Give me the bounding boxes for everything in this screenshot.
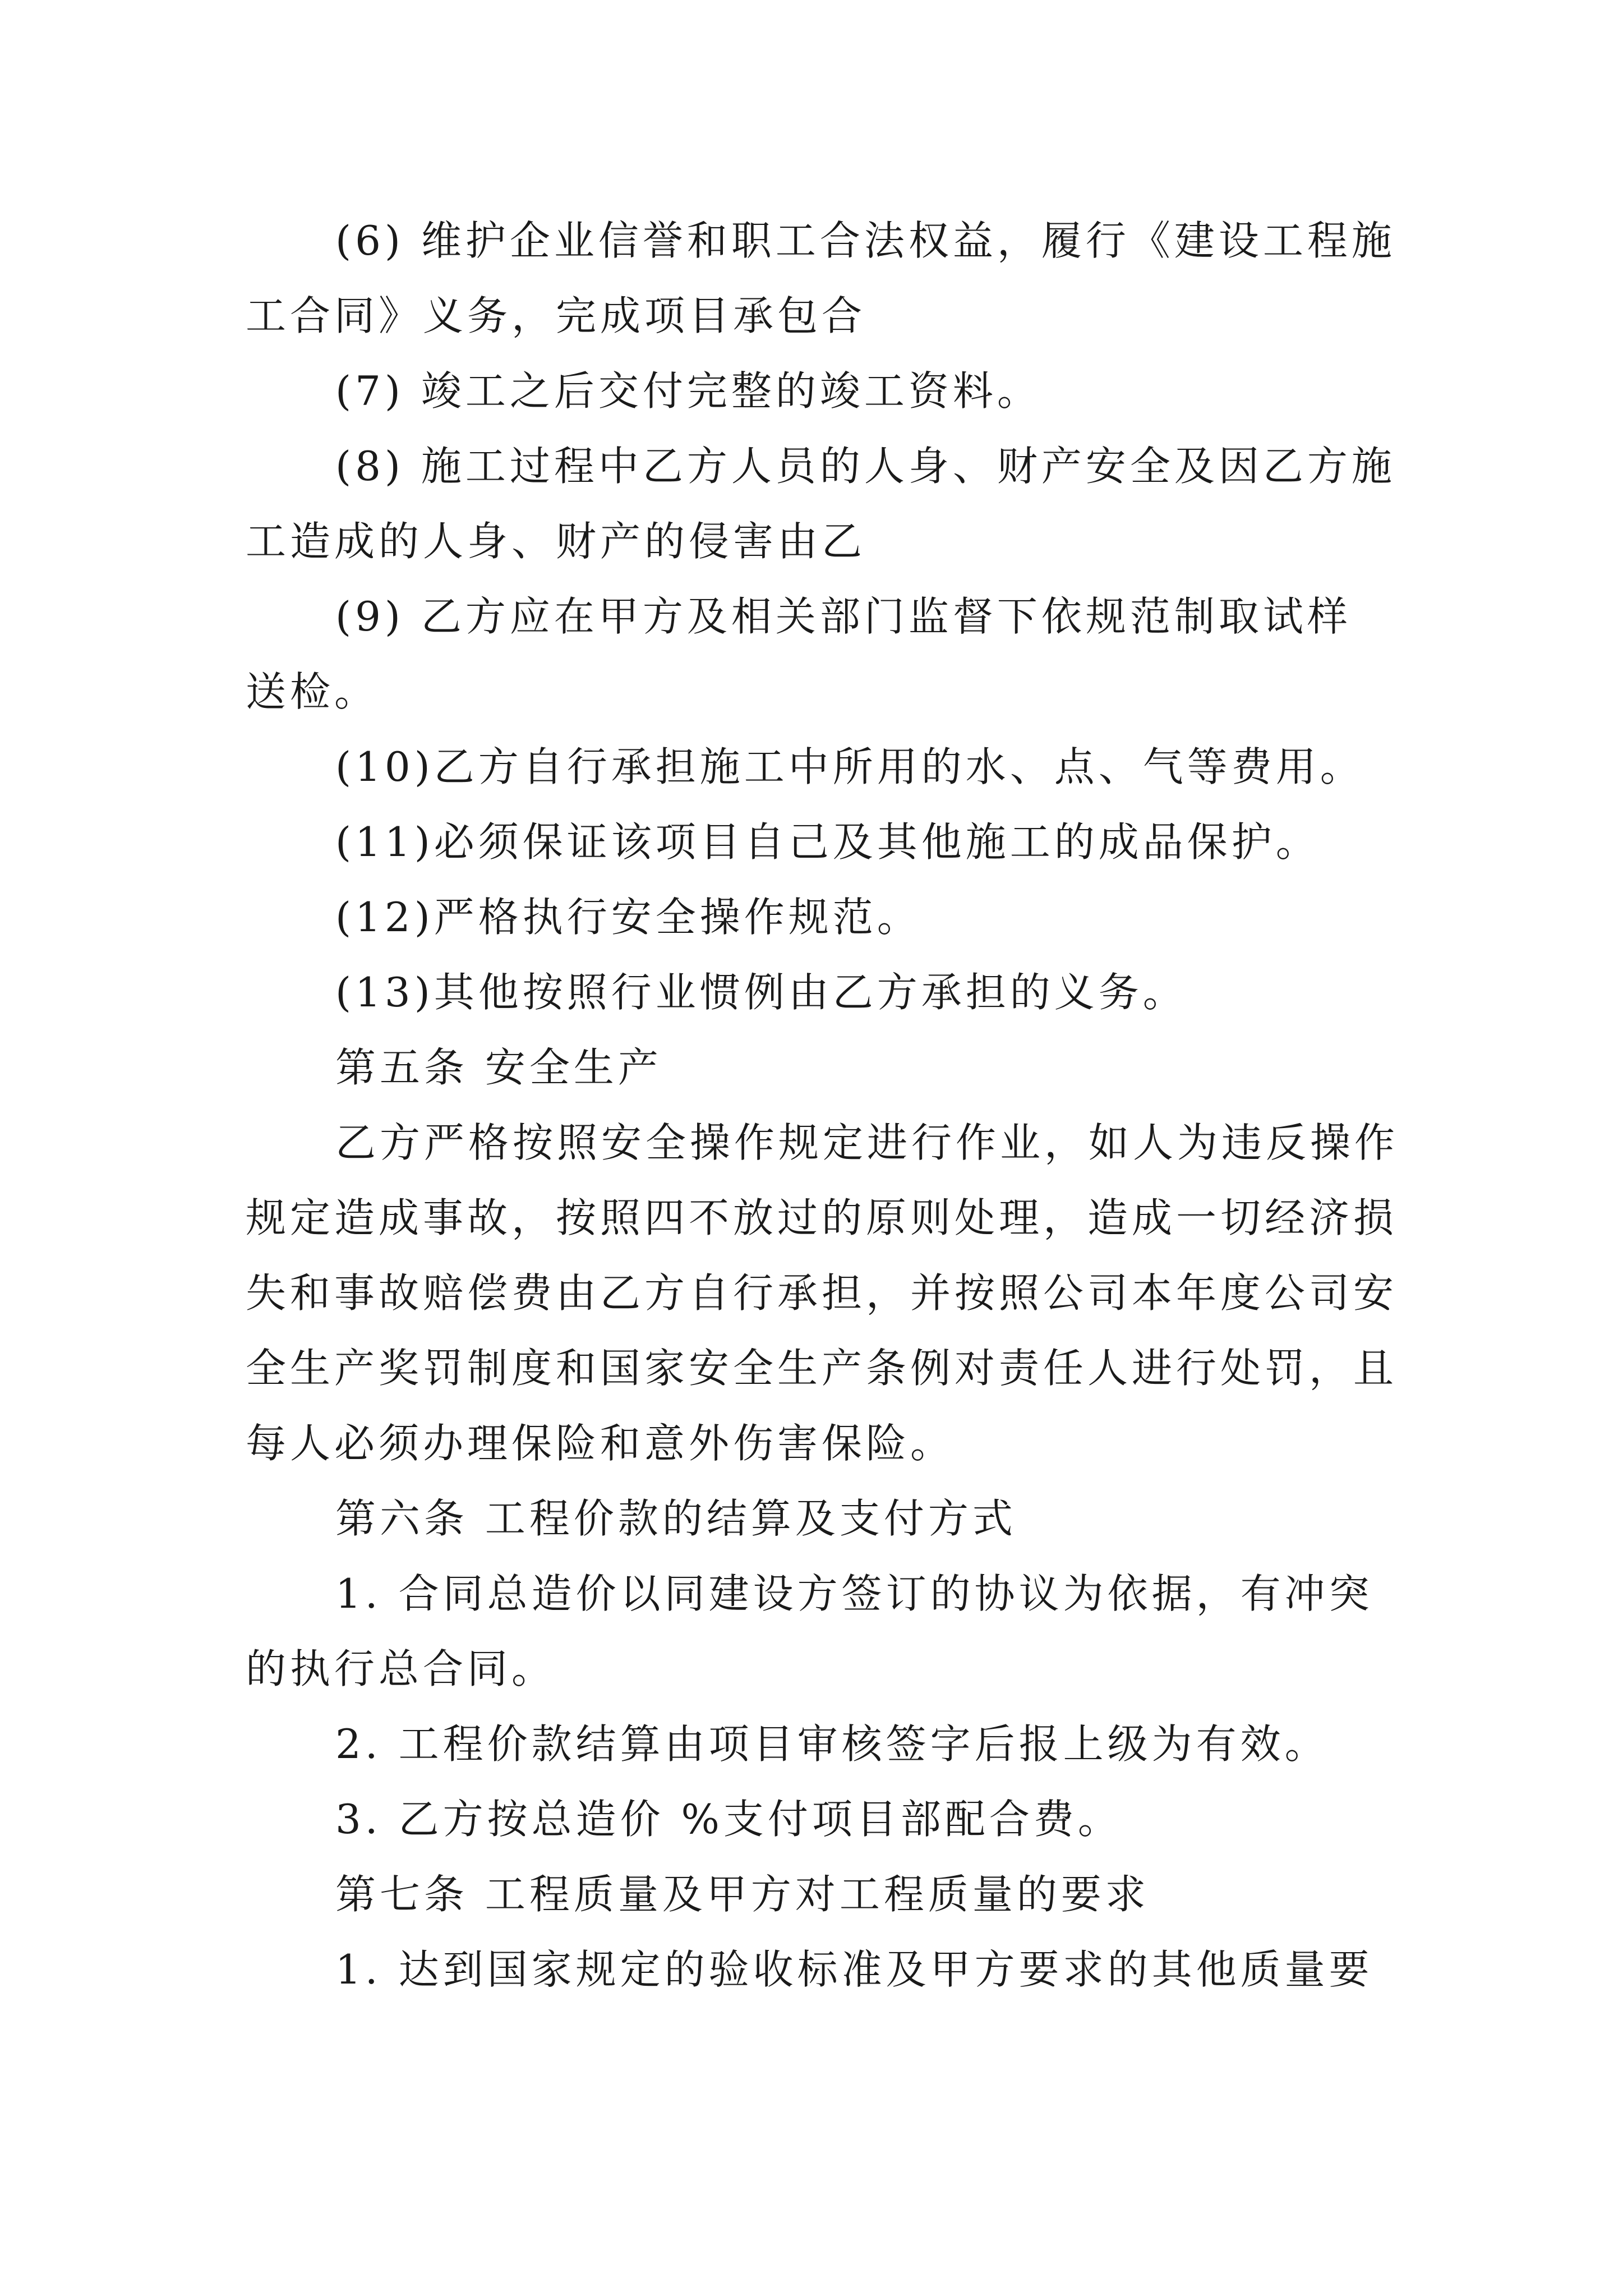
article-7-heading: 第七条 工程质量及甲方对工程质量的要求	[335, 1871, 1150, 1918]
article-5-paragraph-line-5: 每人必须办理保险和意外伤害保险。	[246, 1420, 955, 1467]
clause-11: (11)必须保证该项目自己及其他施工的成品保护。	[335, 818, 1320, 866]
clause-7: (7) 竣工之后交付完整的竣工资料。	[335, 367, 1041, 415]
clause-12: (12)严格执行安全操作规范。	[335, 894, 921, 941]
clause-9-line-2: 送检。	[246, 668, 379, 715]
article-5-paragraph-line-2: 规定造成事故，按照四不放过的原则处理，造成一切经济损	[246, 1194, 1398, 1241]
article-6-heading: 第六条 工程价款的结算及支付方式	[335, 1495, 1017, 1542]
article-6-item-1-line-1: 1. 合同总造价以同建设方签订的协议为依据，有冲突	[335, 1570, 1373, 1617]
document-page	[246, 203, 1399, 2007]
article-6-item-1-line-2: 的执行总合同。	[246, 1645, 556, 1692]
clause-10: (10)乙方自行承担施工中所用的水、点、气等费用。	[335, 743, 1364, 790]
article-6-item-3: 3. 乙方按总造价 %支付项目部配合费。	[335, 1796, 1122, 1843]
article-5-heading: 第五条 安全生产	[335, 1044, 662, 1091]
article-5-paragraph-line-4: 全生产奖罚制度和国家安全生产条例对责任人进行处罚，且	[246, 1345, 1398, 1392]
article-7-item-1-line-1: 1. 达到国家规定的验收标准及甲方要求的其他质量要	[335, 1946, 1373, 1993]
clause-6-line-2: 工合同》义务，完成项目承包合	[246, 292, 866, 339]
clause-6-line-1: (6) 维护企业信誉和职工合法权益，履行《建设工程施	[335, 217, 1396, 264]
article-5-paragraph-line-1: 乙方严格按照安全操作规定进行作业，如人为违反操作	[335, 1119, 1399, 1166]
clause-8-line-2: 工造成的人身、财产的侵害由乙	[246, 518, 866, 565]
article-5-paragraph-line-3: 失和事故赔偿费由乙方自行承担，并按照公司本年度公司安	[246, 1269, 1398, 1317]
clause-8-line-1: (8) 施工过程中乙方人员的人身、财产安全及因乙方施	[335, 443, 1396, 490]
clause-13: (13)其他按照行业惯例由乙方承担的义务。	[335, 969, 1187, 1016]
clause-9-line-1: (9) 乙方应在甲方及相关部门监督下依规范制取试样	[335, 593, 1352, 640]
article-6-item-2: 2. 工程价款结算由项目审核签字后报上级为有效。	[335, 1720, 1329, 1768]
